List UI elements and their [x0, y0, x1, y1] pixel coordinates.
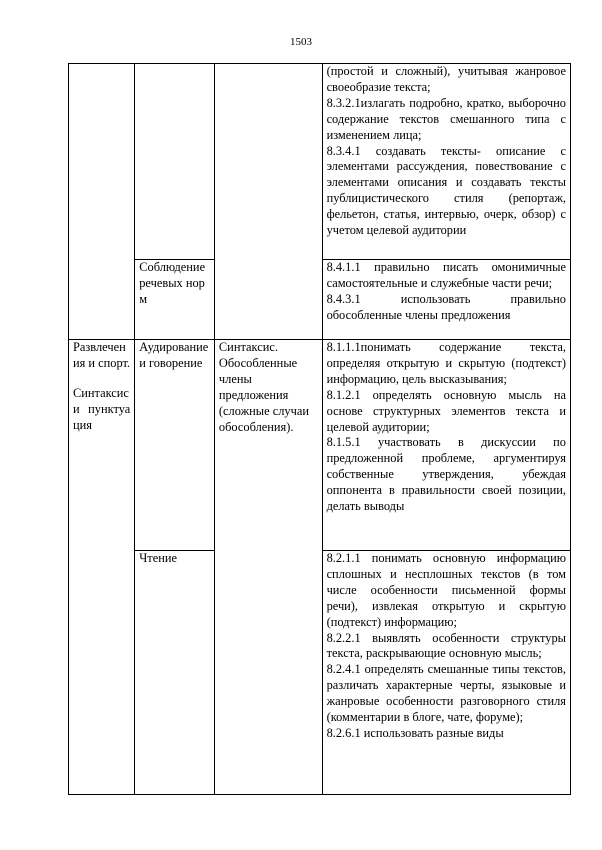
skill-label: Чтение	[139, 551, 177, 565]
topic-label: Синтаксис. Обособленные члены предложения (сложные случаи обособления).	[218, 340, 309, 434]
goal-text: 8.1.1.1понимать содержание текста, определяя открытую и скрытую (подтекст) информацию, цель высказывания;	[326, 340, 566, 386]
goal-text: 8.3.4.1 создавать тексты- описание с элементами рассуждения, повествование с элементами описания и создавать тексты публицистического стиля (репортаж, фельетон, статья, интервью, очерк, обзор) с учетом целевой аудитории	[326, 143, 566, 238]
goal-text: 8.4.1.1 правильно писать омонимичные самостоятельные и служебные части речи;	[326, 260, 566, 290]
skill-cell	[135, 260, 215, 340]
goals-cell	[322, 260, 570, 340]
skill-cell	[135, 551, 215, 795]
theme-label: Развлечения и спорт.	[73, 340, 131, 370]
goals-cell	[322, 551, 570, 795]
skill-label: Аудирование и говорение	[139, 340, 209, 370]
goal-text: 8.1.5.1 участвовать в дискуссии по предложенной проблеме, аргументируя собственные утверждения, убеждая оппонента в правильности своей позиции, делать выводы	[326, 435, 566, 514]
skill-cell	[135, 340, 215, 551]
goal-text: 8.2.6.1 использовать разные виды	[326, 725, 504, 740]
goal-text: 8.4.3.1 использовать правильно обособленные члены предложения	[326, 291, 566, 322]
theme-cell	[69, 64, 135, 340]
goals-cell	[322, 340, 570, 551]
goal-text: 8.1.2.1 определять основную мысль на основе структурных элементов текста и целевой аудитории;	[326, 387, 566, 434]
goal-text: (простой и сложный), учитывая жанровое своеобразие текста;	[326, 64, 566, 94]
page-number: 1503	[290, 36, 312, 48]
goal-text: 8.2.4.1 определять смешанные типы текстов, различать характерные черты, языковые и жанровые особенности разговорного стиля (комментарии в блоге, чате, форуме);	[326, 662, 566, 725]
table-row	[69, 340, 571, 551]
table-row	[69, 64, 571, 260]
goal-text: 8.2.1.1 понимать основную информацию сплошных и несплошных текстов (в том числе особенности письменной формы речи), извлекая открытую и скрытую (подтекст) информацию;	[326, 551, 566, 629]
section-label: Синтаксис и пунктуация	[73, 385, 131, 432]
skill-label: Соблюдение речевых норм	[139, 260, 206, 306]
topic-cell	[214, 64, 322, 340]
goal-text: 8.3.2.1излагать подробно, кратко, выборочно содержание текстов смешанного типа с изменением лица;	[326, 95, 566, 142]
skill-cell	[135, 64, 215, 260]
goals-cell	[322, 64, 570, 260]
curriculum-table	[68, 63, 571, 795]
goal-text: 8.2.2.1 выявлять особенности структуры текста, раскрывающие основную мысль;	[326, 630, 566, 661]
theme-cell	[69, 340, 135, 795]
topic-cell	[214, 340, 322, 795]
